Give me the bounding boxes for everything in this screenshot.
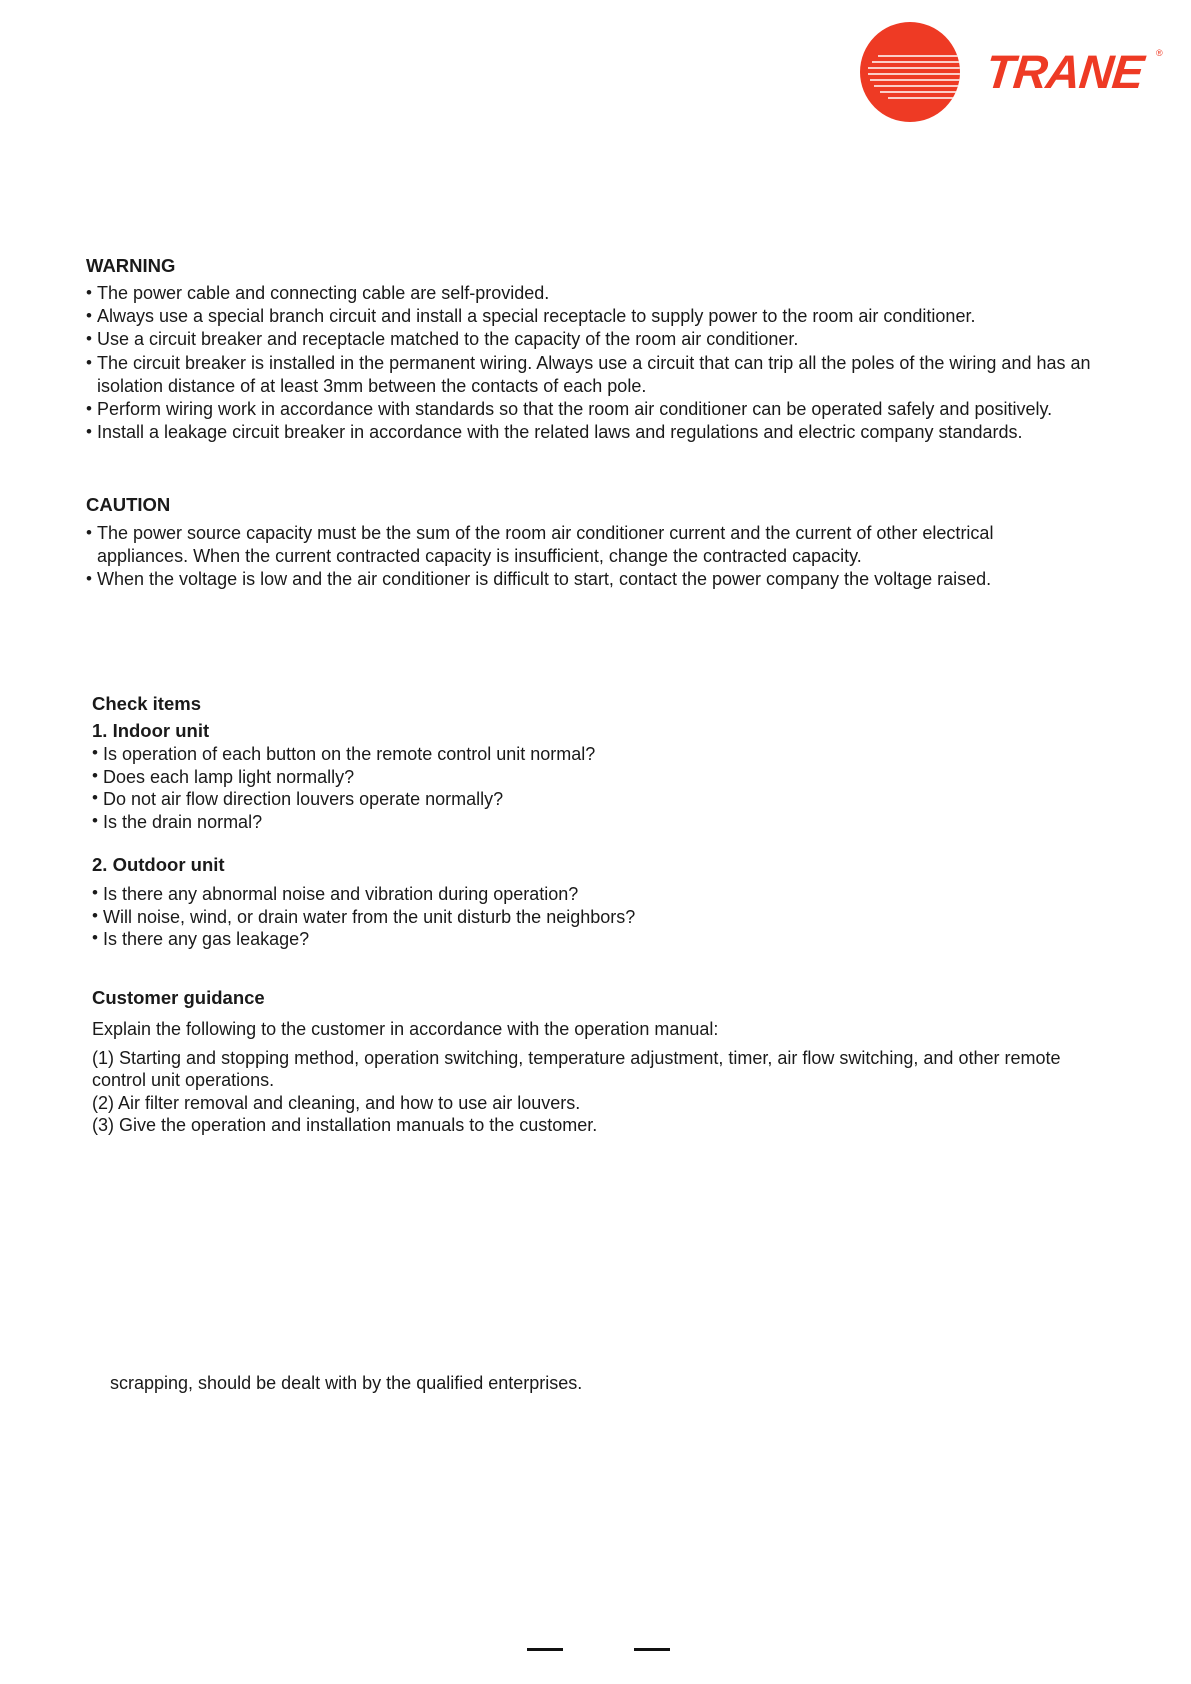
guidance-intro: Explain the following to the customer in accordance with the operation manual:: [92, 1019, 719, 1039]
list-item: • Use a circuit breaker and receptacle matched to the capacity of the room air conditioner.: [86, 328, 1126, 351]
list-item: • Is operation of each button on the remote control unit normal?: [92, 743, 1132, 766]
caution-section: [86, 491, 1126, 592]
list-item: • Perform wiring work in accordance with standards so that the room air conditioner can be operated safely and positively.: [86, 398, 1126, 421]
outdoor-unit-title: 2. Outdoor unit: [92, 854, 225, 875]
check-items-section: [92, 691, 1132, 833]
warning-list: [86, 282, 1126, 444]
caution-list: [86, 522, 1126, 592]
indoor-check-list: [92, 743, 1132, 833]
scrapping-note: scrapping, should be dealt with by the qualified enterprises.: [110, 1373, 583, 1393]
footer-rule-left: [527, 1648, 563, 1651]
list-item: • The power source capacity must be the sum of the room air conditioner current and the current of other electrical appliances. When the current contracted capacity is insufficient, change the contracted capacity.: [86, 522, 1126, 568]
registered-mark: ®: [1156, 48, 1163, 58]
brand-wordmark: TRANE: [983, 45, 1146, 98]
list-item: • Does each lamp light normally?: [92, 766, 1132, 789]
check-items-title: Check items: [92, 693, 201, 714]
list-item: • Will noise, wind, or drain water from the unit disturb the neighbors?: [92, 906, 1132, 929]
guidance-item: (3) Give the operation and installation manuals to the customer.: [92, 1115, 598, 1136]
trane-logo: [858, 20, 1178, 122]
warning-section: [86, 252, 1126, 444]
guidance-item: (1) Starting and stopping method, operation switching, temperature adjustment, timer, air flow switching, and other remote control unit operations.: [92, 1047, 1061, 1091]
list-item: • Is the drain normal?: [92, 811, 1132, 834]
list-item: • The circuit breaker is installed in the permanent wiring. Always use a circuit that can trip all the poles of the wiring and has an isolation distance of at least 3mm between the contacts of each pole.: [86, 352, 1126, 398]
list-item: • Is there any gas leakage?: [92, 928, 1132, 951]
warning-title: WARNING: [86, 255, 176, 276]
list-item: • Do not air flow direction louvers operate normally?: [92, 788, 1132, 811]
outdoor-check-section: [92, 851, 1132, 951]
list-item: • Is there any abnormal noise and vibration during operation?: [92, 883, 1132, 906]
list-item: • Always use a special branch circuit and install a special receptacle to supply power to the room air conditioner.: [86, 305, 1126, 328]
list-item: • Install a leakage circuit breaker in accordance with the related laws and regulations and electric company standards.: [86, 421, 1126, 444]
caution-title: CAUTION: [86, 494, 171, 515]
outdoor-check-list: [92, 883, 1132, 951]
guidance-item: (2) Air filter removal and cleaning, and how to use air louvers.: [92, 1092, 581, 1113]
indoor-unit-title: 1. Indoor unit: [92, 720, 210, 741]
customer-guidance-section: [92, 984, 1132, 1137]
footer-rule-right: [634, 1648, 670, 1651]
list-item: • The power cable and connecting cable are self-provided.: [86, 282, 1126, 305]
customer-guidance-title: Customer guidance: [92, 987, 265, 1008]
list-item: • When the voltage is low and the air conditioner is difficult to start, contact the power company the voltage raised.: [86, 568, 1126, 591]
trane-circle-icon: [858, 20, 962, 124]
